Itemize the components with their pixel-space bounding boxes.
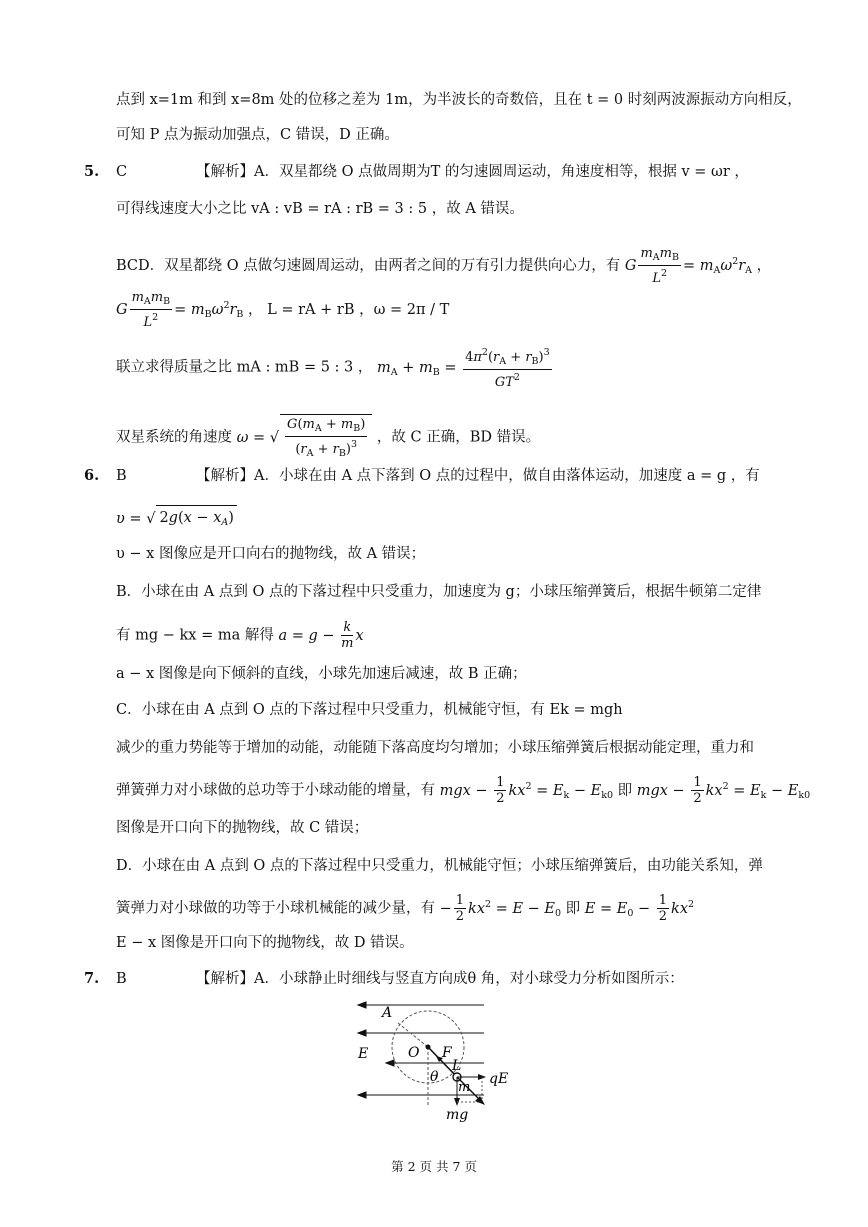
force-diagram <box>350 995 509 1125</box>
formula: G $\frac{m_Am_B}{L^2}$ = $m_B\omega^2r_B$ ， <box>116 290 263 330</box>
formula-line: υ = √ $2g(x - x_A)$ <box>116 505 237 533</box>
text-run: 弹簧弹力对小球做的总功等于小球动能的增量，有 <box>116 782 435 799</box>
paragraph-line: 【解析】A．小球在由 A 点下落到 O 点的过程中，做自由落体运动，加速度 a = g ，有 <box>196 468 760 484</box>
label-o: O <box>408 1045 420 1061</box>
paragraph-line: C．小球在由 A 点到 O 点的下落过程中只受重力，机械能守恒，有 Ek = mgh <box>116 702 623 718</box>
label-l: L <box>452 1058 462 1074</box>
paragraph-line <box>116 290 449 330</box>
text-run: 双星系统的角速度 <box>116 429 232 446</box>
pivot-point <box>426 1045 431 1050</box>
paragraph-line: υ − x 图像应是开口向右的抛物线，故 A 错误； <box>116 546 426 562</box>
arrow-icon <box>386 1060 394 1066</box>
label-m: m <box>458 1080 471 1095</box>
label-qe: qE <box>489 1071 509 1087</box>
text-run: BCD．双星都绕 O 点做匀速圆周运动，由两者之间的万有引力提供向心力，有 <box>116 258 621 274</box>
paragraph-line: D．小球在由 A 点到 O 点的下落过程中只受重力，机械能守恒；小球压缩弹簧后，由功能关系知，弹 <box>116 858 763 874</box>
answer-letter: B <box>116 971 127 987</box>
page-footer: 第 2 页 共 7 页 <box>391 1159 477 1174</box>
formula: $m_A + m_B$ = $\frac{4\pi^2(r_A + r_B)^3}{GT^2}$ <box>376 347 550 390</box>
arrow-icon <box>358 1092 366 1098</box>
answer-letter: C <box>116 164 128 180</box>
paragraph-line: 图像是开口向下的抛物线，故 C 错误； <box>116 820 369 836</box>
formula: a = g − $\frac{k}{m}$ x <box>278 620 364 651</box>
paragraph-line: 【解析】A．双星都绕 O 点做周期为T 的匀速圆周运动，角速度相等，根据 v = ωr ， <box>196 164 749 180</box>
label-a: A <box>382 1005 393 1021</box>
formula: G $\frac{m_Am_B}{L^2}$ = $m_A\omega^2r_A$ ， <box>624 246 772 286</box>
question-number: 5. <box>84 163 100 180</box>
paragraph-line <box>116 893 694 924</box>
paragraph-line <box>116 246 771 286</box>
paragraph-line <box>116 414 540 461</box>
formula: L = rA + rB ，ω = 2π / T <box>267 302 450 318</box>
label-mg: mg <box>446 1107 469 1123</box>
arrow-icon <box>358 1030 366 1036</box>
paragraph-line: 可得线速度大小之比 vA : vB = rA : rB = 3 : 5 ，故 A 错误。 <box>116 201 524 217</box>
paragraph-line <box>116 775 810 806</box>
label-theta: θ <box>430 1069 439 1085</box>
paragraph-line: 点到 x=1m 和到 x=8m 处的位移之差为 1m，为半波长的奇数倍，且在 t = 0 时刻两波源振动方向相反， <box>116 92 802 108</box>
arrow-icon <box>358 1002 366 1008</box>
question-number: 6. <box>84 467 100 484</box>
text-run: 有 mg − kx = ma 解得 <box>116 627 274 644</box>
formula: − $\frac{1}{2}$ $kx^2 = E - E_0$ 即 $E = E_0$ − $\frac{1}{2}$ $kx^2$ <box>439 893 695 924</box>
paragraph-line: 【解析】A．小球静止时细线与竖直方向成θ 角，对小球受力分析如图所示： <box>196 971 684 987</box>
paragraph-line: 可知 P 点为振动加强点，C 错误，D 正确。 <box>116 127 399 143</box>
label-f: F <box>442 1045 452 1061</box>
text-run: ，故 C 正确，BD 错误。 <box>376 429 541 446</box>
text-run: 联立求得质量之比 mA : mB = 5 : 3 ， <box>116 359 373 376</box>
paragraph-line: 减少的重力势能等于增加的动能，动能随下落高度均匀增加；小球压缩弹簧后根据动能定理，重力和 <box>116 740 754 756</box>
paragraph-line: E − x 图像是开口向下的抛物线，故 D 错误。 <box>116 935 414 951</box>
paragraph-line: a − x 图像是向下倾斜的直线，小球先加速后减速，故 B 正确； <box>116 666 527 682</box>
formula: mgx − $\frac{1}{2}$ $kx^2 = E_k - E_{k0}$ 即 mgx − $\frac{1}{2}$ $kx^2 = E_k - E_{k0}$ <box>439 775 811 806</box>
question-number: 7. <box>84 970 100 987</box>
paragraph-line <box>116 620 364 651</box>
answer-letter: B <box>116 468 127 484</box>
label-e: E <box>358 1046 369 1062</box>
paragraph-line <box>116 345 554 390</box>
dashed-line <box>398 1023 428 1047</box>
paragraph-line: B．小球在由 A 点到 O 点的下落过程中只受重力，加速度为 g；小球压缩弹簧后，根据牛顿第二定律 <box>116 584 762 600</box>
text-run: 簧弹力对小球做的功等于小球机械能的减少量，有 <box>116 900 435 917</box>
formula: ω = √ $\frac{G(m_A + m_B)}{(r_A + r_B)^3}$ <box>237 430 373 446</box>
